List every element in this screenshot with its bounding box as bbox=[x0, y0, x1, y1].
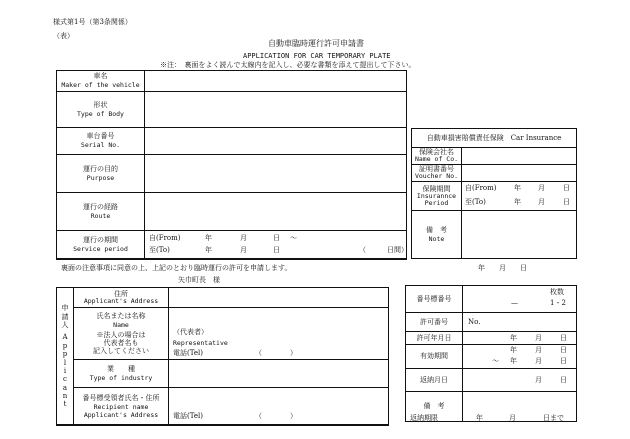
serial-label: 車台番号 Serial No. bbox=[57, 128, 145, 155]
permit-date-label: 許可年月日 bbox=[406, 332, 463, 345]
period-field[interactable]: 自(From) 年 月 日 〜 至(To) 年 月 日 （ 日間） bbox=[145, 231, 407, 260]
applicant-side-char: a bbox=[62, 383, 68, 392]
route-label: 運行の経路 Route bbox=[57, 193, 145, 231]
insurance-company-label: 保険会社名 Name of Co. bbox=[412, 148, 462, 165]
applicant-side-char: A bbox=[62, 333, 68, 342]
period-days: （ 日間） bbox=[359, 246, 408, 254]
office-table bbox=[405, 285, 577, 422]
industry-label: 業 種 Type of industry bbox=[74, 360, 169, 388]
industry-field[interactable] bbox=[169, 360, 389, 388]
tel-label: 電話(Tel) bbox=[173, 349, 203, 357]
purpose-field[interactable] bbox=[145, 155, 407, 193]
recipient-field[interactable]: 電話(Tel) （ ） bbox=[169, 388, 389, 426]
office-remarks-label: 備 考 bbox=[406, 392, 463, 422]
return-deadline-month: 月 bbox=[509, 414, 516, 422]
permit-date-field[interactable]: 年 月 日 bbox=[463, 332, 577, 345]
applicant-side-char: p bbox=[62, 350, 68, 359]
plate-number-field[interactable]: 枚数 — 1・2 bbox=[463, 286, 577, 313]
name-label: 氏名または名称 Name ※法人の場合は 代表者名も 記入してください bbox=[74, 308, 169, 360]
valid-period-label: 有効期間 bbox=[406, 345, 463, 369]
return-deadline-label: 返納期限 bbox=[410, 414, 438, 422]
form-number: 様式第1号（第3条関係） bbox=[53, 18, 132, 26]
return-date-field[interactable]: 月 日 bbox=[463, 369, 577, 392]
insurance-period-label: 保険期間 Insurannce Period bbox=[412, 182, 462, 211]
addressee: 矢巾町長 様 bbox=[178, 276, 220, 284]
insurance-note-label: 備 考 Note bbox=[412, 211, 462, 259]
insurance-company-field[interactable] bbox=[462, 148, 577, 165]
applicant-side-char: n bbox=[62, 392, 68, 401]
insurance-table bbox=[411, 128, 577, 259]
return-deadline-year: 年 bbox=[476, 414, 483, 422]
instruction-note: ※注： 裏面をよく読んで太線内を記入し、必要な書類を添えて提出して下さい。 bbox=[160, 61, 416, 69]
permit-number-label: 許可番号 bbox=[406, 313, 463, 332]
body-type-label: 形状 Type of Body bbox=[57, 92, 145, 128]
name-field[interactable]: （代表者） Representative 電話(Tel) （ ） bbox=[169, 308, 389, 360]
recipient-label: 番号標受領者氏名・住所 Recipient name Applicant's Address bbox=[74, 388, 169, 426]
maker-field[interactable] bbox=[145, 71, 407, 92]
applicant-table bbox=[56, 287, 389, 426]
applicant-side-char: l bbox=[63, 358, 67, 367]
applicant-side-char: t bbox=[63, 400, 67, 409]
voucher-label: 証明書番号 Voucher No. bbox=[412, 165, 462, 182]
title-en: APPLICATION FOR CAR TEMPORARY PLATE bbox=[243, 52, 391, 60]
return-deadline-day: 日まで bbox=[543, 414, 564, 422]
maker-label: 車名 Maker of the vehicle bbox=[57, 71, 145, 92]
declaration-text: 裏面の注意事項に同意の上、上記のとおり臨時運行の許可を申請します。 bbox=[61, 264, 292, 272]
plate-number-label: 番号標番号 bbox=[406, 286, 463, 313]
form-side-label: （表） bbox=[53, 32, 74, 40]
applicant-side-char: i bbox=[63, 366, 67, 375]
insurance-header: 自動車損害賠償責任保険 Car Insurance bbox=[412, 129, 577, 148]
purpose-label: 運行の目的 Purpose bbox=[57, 155, 145, 193]
applicant-side-char: p bbox=[62, 341, 68, 350]
applicant-side-char: 人 bbox=[61, 320, 69, 329]
title-jp: 自動車臨時運行許可申請書 bbox=[268, 39, 364, 48]
insurance-note-field[interactable] bbox=[462, 211, 577, 259]
route-field[interactable] bbox=[145, 193, 407, 231]
address-label: 住所 Applicant's Address bbox=[74, 288, 169, 308]
insurance-period-field[interactable]: 自(From) 年 月 日 至(To) 年 月 日 bbox=[462, 182, 577, 211]
permit-number-field[interactable]: No. bbox=[463, 313, 577, 332]
return-date-label: 返納月日 bbox=[406, 369, 463, 392]
serial-field[interactable] bbox=[145, 128, 407, 155]
period-label: 運行の期間 Service period bbox=[57, 231, 145, 260]
valid-period-field[interactable]: 年 月 日 〜 年 月 日 bbox=[463, 345, 577, 369]
declaration-date[interactable]: 年 月 日 bbox=[478, 264, 527, 272]
address-field[interactable] bbox=[169, 288, 389, 308]
body-type-field[interactable] bbox=[145, 92, 407, 128]
recipient-tel-label: 電話(Tel) bbox=[173, 412, 203, 420]
applicant-side-char: 請 bbox=[61, 312, 69, 321]
vehicle-table bbox=[56, 70, 407, 260]
applicant-side-label bbox=[57, 288, 74, 426]
voucher-field[interactable] bbox=[462, 165, 577, 182]
applicant-side-char: 申 bbox=[61, 304, 69, 313]
applicant-side-char: c bbox=[63, 375, 67, 384]
